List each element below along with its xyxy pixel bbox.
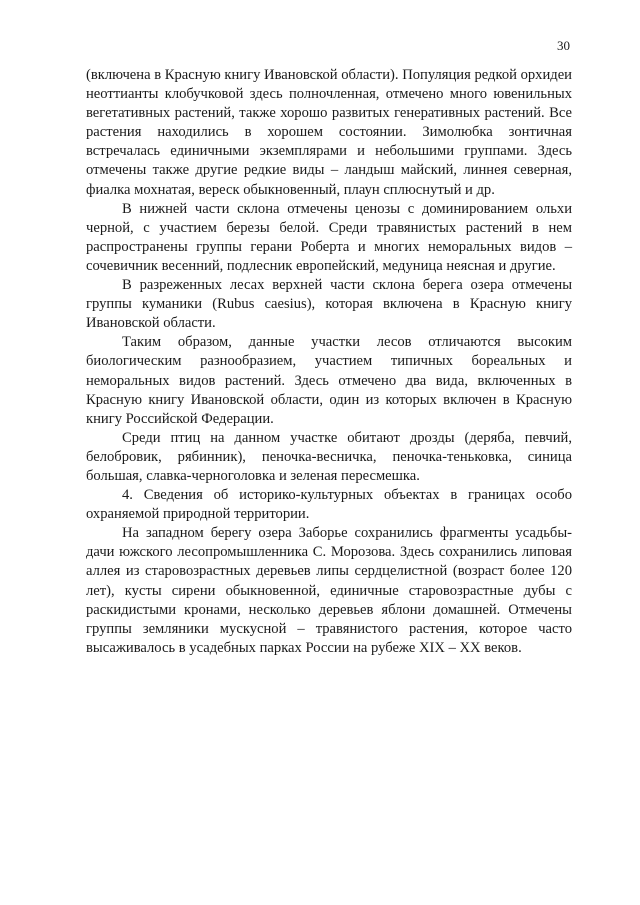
paragraph-lower-slope: В нижней части склона отмечены ценозы с доминированием ольхи черной, с участием березы белой. Среди травянистых растений в нем распространены группы герани Роберта и многих неморальных видов – сочевичник весенний, подлесник европейский, медуница неясная и другие.: [86, 200, 572, 274]
paragraph-birds: Среди птиц на данном участке обитают дрозды (деряба, певчий, белобровик, рябинник), пеночка-весничка, пеночка-теньковка, синица большая, славка-черноголовка и зеленая пересмешка.: [86, 429, 572, 484]
paragraph-estate: На западном берегу озера Заборье сохранились фрагменты усадьбы-дачи южского лесопромышленника С. Морозова. Здесь сохранились липовая аллея из старовозрастных деревьев липы сердцелистной (возраст более 120 лет), кусты сирени обыкновенной, единичные старовозрастные дубы с раскидистыми кронами, несколько деревьев яблони домашней. Отмечены группы земляники мускусной – травянистого растения, которое часто высаживалось в усадебных парках России на рубеже XIX – XX веков.: [86, 525, 572, 656]
paragraph-conclusion: Таким образом, данные участки лесов отличаются высоким биологическим разнообразием, участием типичных бореальных и неморальных видов растений. Здесь отмечено два вида, включенных в Красную книгу Ивановской области, один из которых включен в Красную книгу Российской Федерации.: [86, 334, 572, 427]
page-number: 30: [557, 38, 570, 53]
section-heading-cultural-objects: 4. Сведения об историко-культурных объектах в границах особо охраняемой природной территории.: [86, 487, 572, 523]
document-body: [86, 66, 572, 658]
paragraph-red-book-orchids: (включена в Красную книгу Ивановской области). Популяция редкой орхидеи неоттианты клобучковой здесь полночленная, отмечено много ювенильных вегетативных растений, также хорошо развитых генеративных растений. Все растения находились в хорошем состоянии. Зимолюбка зонтичная встречалась единичными экземплярами и небольшими группами. Здесь отмечены также другие редкие виды – ландыш майский, линнея северная, фиалка мохнатая, вереск обыкновенный, плаун сплюснутый и др.: [86, 67, 572, 198]
paragraph-upper-slope: В разреженных лесах верхней части склона берега озера отмечены группы куманики (Rubus caesius), которая включена в Красную книгу Ивановской области.: [86, 277, 572, 332]
